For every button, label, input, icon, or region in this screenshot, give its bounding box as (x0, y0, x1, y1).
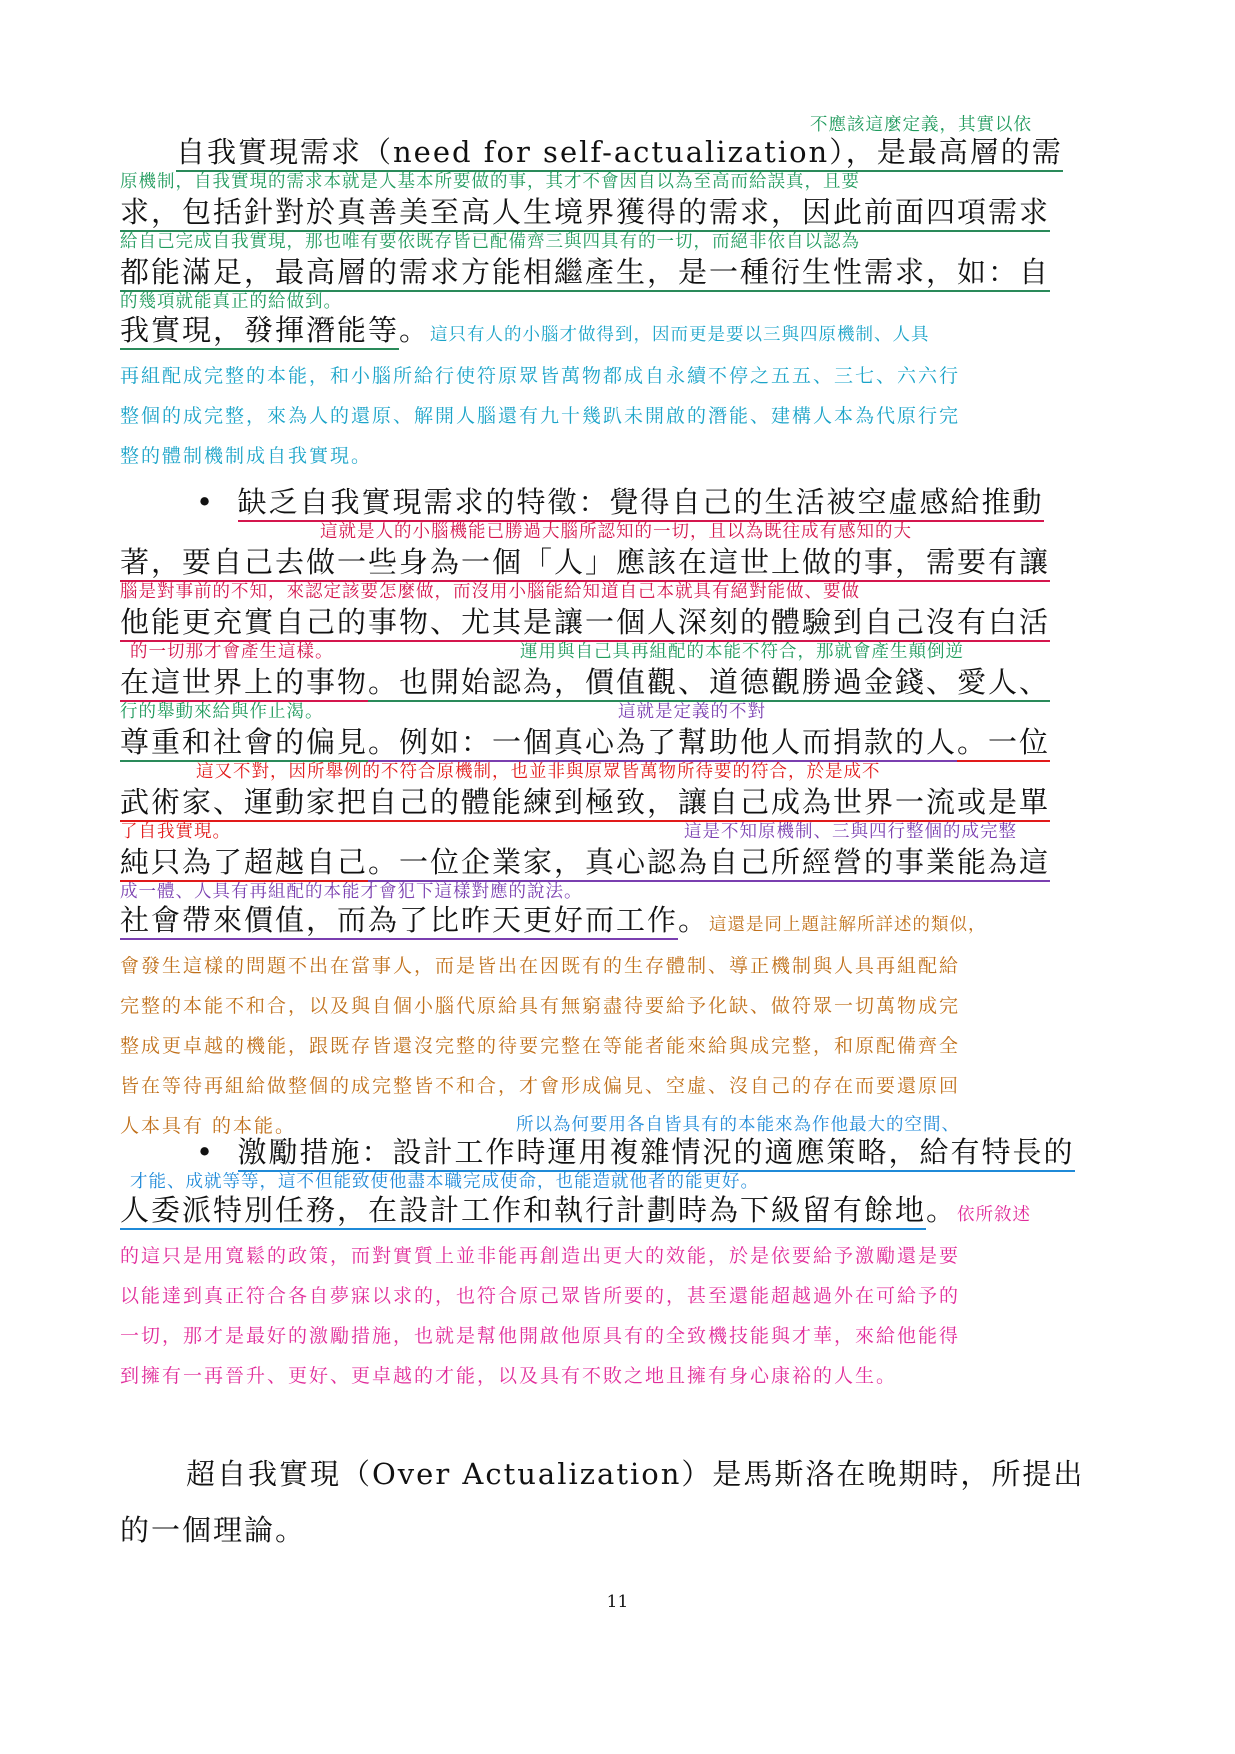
annotation-text: 腦是對事前的不知，來認定該要怎麼做，而沒用小腦能給知道自己本就具有絕對能做、要做 (120, 582, 860, 602)
annotation-line: 整成更卓越的機能，跟既存皆還沒完整的待要完整在等能者能來給與成完整，和原配備齊全 (120, 1035, 961, 1057)
paragraph-line (120, 664, 1050, 700)
annotation-line: 再組配成完整的本能，和小腦所給行使符原眾皆萬物都成自永續不停之五五、三七、六六行 (120, 365, 961, 387)
annotation-line: 人本具有 的本能。 (120, 1115, 297, 1137)
annotation-line: 以能達到真正符合各自夢寐以求的，也符合原己眾皆所要的，甚至還能超越過外在可給予的 (120, 1285, 961, 1307)
annotation-line: 完整的本能不和合，以及與自個小腦代原給具有無窮盡待要給予化缺、做符眾一切萬物成完 (120, 995, 961, 1017)
paragraph-line (120, 784, 1050, 820)
annotation-text: 這就是定義的不對 (618, 702, 766, 722)
page-number: 11 (606, 1592, 629, 1612)
annotation-text: 這又不對，因所舉例的不符合原機制，也並非與原眾皆萬物所待要的符合，於是成不 (196, 762, 881, 782)
annotation-text: 這就是人的小腦機能已勝過大腦所認知的一切，且以為既往成有感知的大 (320, 522, 912, 542)
bullet-line (196, 484, 1044, 520)
underlined-text: 在這世界上的事物 (120, 665, 368, 702)
annotation-text: 給自己完成自我實現，那也唯有要依既存皆已配備齊三與四具有的一切，而絕非依自以認為 (120, 232, 860, 252)
annotation-text: 才能、成就等等，這不但能致使他盡本職完成使命，也能造就他者的能更好。 (130, 1172, 759, 1192)
underlined-text: 。一位 (957, 725, 1050, 762)
annotation-line: 會發生這樣的問題不出在當事人，而是皆出在因既有的生存體制、導正機制與人具再組配給 (120, 955, 961, 977)
annotation-text: 依所敘述 (957, 1205, 1032, 1225)
underlined-text: 他能更充實自己的事物、尤其是讓一個人深刻的體驗到自己沒有白活 (120, 605, 1050, 642)
annotation-line: 的這只是用寬鬆的政策，而對實質上並非能再創造出更大的效能，於是依要給予激勵還是要 (120, 1245, 961, 1267)
underlined-text: 純只為了超越自己 (120, 845, 368, 882)
annotation-line: 整個的成完整，來為人的還原、解開人腦還有九十幾趴未開啟的潛能、建構人本為代原行完 (120, 405, 961, 427)
paragraph-line (120, 544, 1050, 580)
underlined-text: 人委派特別任務，在設計工作和執行計劃時為下級留有餘地 (120, 1193, 926, 1230)
paragraph-line (120, 604, 1050, 640)
annotation-text: 行的舉動來給與作止渴。 (120, 702, 324, 722)
paragraph-line (120, 724, 1050, 760)
underlined-text: 求，包括針對於真善美至高人生境界獲得的需求，因此前面四項需求 (120, 195, 1050, 232)
annotation-line: 到擁有一再晉升、更好、更卓越的才能，以及具有不敗之地且擁有身心康裕的人生。 (120, 1365, 898, 1387)
paragraph-line: 超自我實現（Over Actualization）是馬斯洛在晚期時，所提出 (186, 1457, 1085, 1491)
bullet-icon: • (196, 485, 216, 519)
underlined-text: 武術家、運動家把自己的體能練到極致，讓自己成為世界一流或是單 (120, 785, 1050, 822)
paragraph-line: 的一個理論。 (120, 1513, 307, 1547)
punctuation: 。 (926, 1193, 958, 1227)
paragraph-line (120, 1192, 1031, 1228)
paragraph-line (176, 134, 1063, 170)
annotation-text: 的一切那才會產生這樣。 (130, 642, 334, 662)
underlined-text: 我實現，發揮潛能等 (120, 313, 399, 350)
punctuation: 。 (399, 313, 431, 347)
annotation-text: 運用與自己具再組配的本能不符合，那就會產生顛倒逆 (520, 642, 964, 662)
annotation-text: 原機制，自我實現的需求本就是人基本所要做的事，其才不會因自以為至高而給誤真，且要 (120, 172, 860, 192)
underlined-text: 。例如：一個真心為了幫助他人而捐款的人 (368, 725, 957, 762)
punctuation: 。 (678, 903, 710, 937)
paragraph-line (120, 194, 1050, 230)
annotation-text: 了自我實現。 (120, 822, 231, 842)
underlined-text: 著，要自己去做一些身為一個「人」應該在這世上做的事，需要有讓 (120, 545, 1050, 582)
annotation-line: 皆在等待再組給做整個的成完整皆不和合，才會形成偏見、空虛、沒自己的存在而要還原回 (120, 1075, 961, 1097)
underlined-text: 社會帶來價值，而為了比昨天更好而工作 (120, 903, 678, 940)
paragraph-line (120, 254, 1050, 290)
underlined-text: 尊重和社會的偏見 (120, 725, 368, 762)
annotation-text: 所以為何要用各自皆具有的本能來為作他最大的空間、 (516, 1115, 960, 1135)
paragraph-line (120, 902, 987, 938)
annotation-text: 不應該這麼定義，其實以依 (810, 115, 1032, 135)
underlined-text: 缺乏自我實現需求的特徵：覺得自己的生活被空虛感給推動 (238, 485, 1044, 522)
bullet-icon: • (196, 1135, 216, 1169)
underlined-text: 自我實現需求（need for self-actualization），是最高層的需 (176, 135, 1063, 172)
underlined-text: 。也開始認為，價值觀、道德觀勝過金錢、愛人、 (368, 665, 1050, 702)
paragraph-line (120, 844, 1050, 880)
paragraph-line (120, 312, 930, 348)
annotation-text: 這只有人的小腦才做得到，因而更是要以三與四原機制、人具 (430, 325, 930, 345)
annotation-line: 一切，那才是最好的激勵措施，也就是幫他開啟他原具有的全致機技能與才華，來給他能得 (120, 1325, 961, 1347)
annotation-line: 整的體制機制成自我實現。 (120, 445, 373, 467)
annotation-text: 這還是同上題註解所詳述的類似， (709, 915, 987, 935)
annotation-text: 的幾項就能真正的給做到。 (120, 292, 342, 312)
underlined-text: 激勵措施：設計工作時運用複雜情況的適應策略，給有特長的 (238, 1135, 1075, 1172)
annotation-text: 這是不知原機制、三與四行整個的成完整 (684, 822, 1017, 842)
underlined-text: 。一位企業家，真心認為自己所經營的事業能為這 (368, 845, 1050, 882)
annotation-text: 成一體、人具有再組配的本能才會犯下這樣對應的說法。 (120, 882, 583, 902)
bullet-line (196, 1134, 1075, 1170)
underlined-text: 都能滿足，最高層的需求方能相繼產生，是一種衍生性需求，如：自 (120, 255, 1050, 292)
